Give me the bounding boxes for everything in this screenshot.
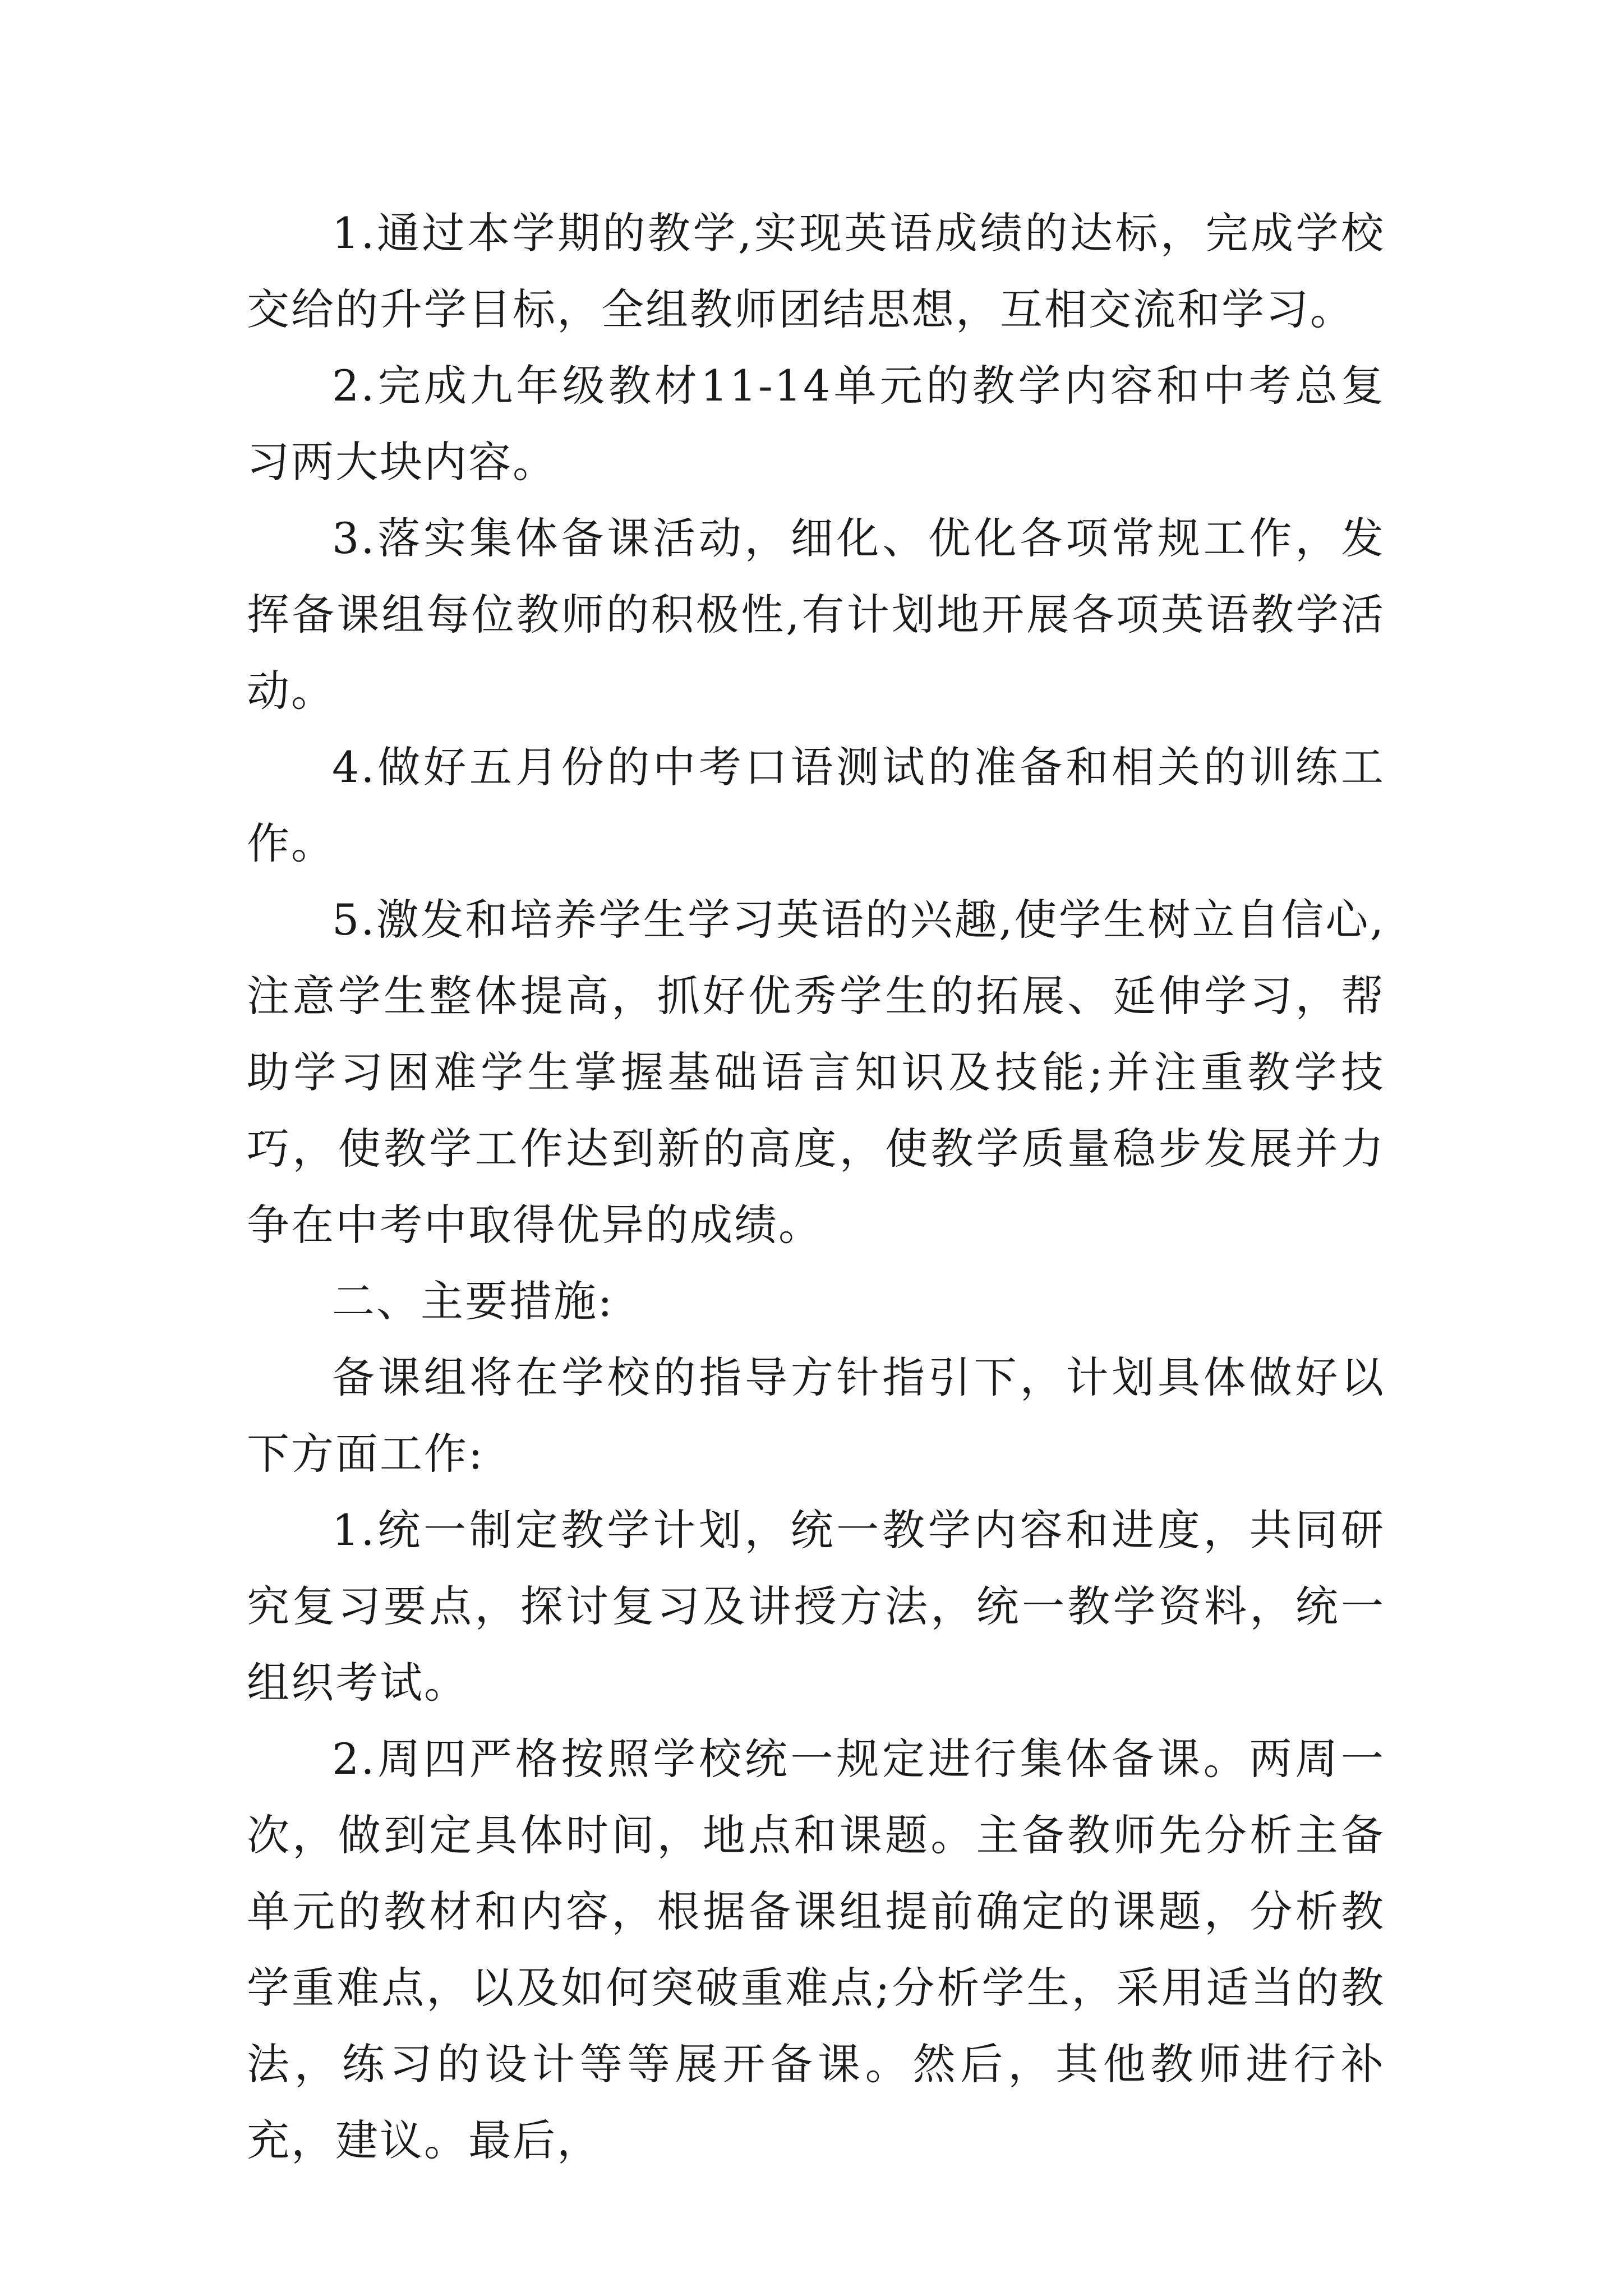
paragraph-goal-1: 1.通过本学期的教学,实现英语成绩的达标，完成学校交给的升学目标，全组教师团结思想，互相交流和学习。 — [247, 208, 1385, 334]
paragraph-goal-2: 2.完成九年级教材11-14单元的教学内容和中考总复习两大块内容。 — [247, 361, 1385, 487]
paragraph-measure-2: 2.周四严格按照学校统一规定进行集体备课。两周一次，做到定具体时间，地点和课题。主备教师先分析主备单元的教材和内容，根据备课组提前确定的课题，分析教学重难点，以及如何突破重难点;分析学生，采用适当的教法，练习的设计等等展开备课。然后，其他教师进行补充，建议。最后， — [247, 1734, 1385, 2165]
paragraph-goal-3: 3.落实集体备课活动，细化、优化各项常规工作，发挥备课组每位教师的积极性,有计划地开展各项英语教学活动。 — [247, 513, 1385, 716]
paragraph-measures-intro: 备课组将在学校的指导方针指引下，计划具体做好以下方面工作: — [247, 1352, 1385, 1479]
section-heading-measures: 二、主要措施: — [332, 1276, 614, 1326]
paragraph-measure-1: 1.统一制定教学计划，统一教学内容和进度，共同研究复习要点，探讨复习及讲授方法，统一教学资料，统一组织考试。 — [247, 1505, 1385, 1708]
paragraph-goal-5: 5.激发和培养学生学习英语的兴趣,使学生树立自信心,注意学生整体提高，抓好优秀学生的拓展、延伸学习，帮助学习困难学生掌握基础语言知识及技能;并注重教学技巧，使教学工作达到新的高度，使教学质量稳步发展并力争在中考中取得优异的成绩。 — [247, 895, 1385, 1250]
paragraph-goal-4: 4.做好五月份的中考口语测试的准备和相关的训练工作。 — [247, 742, 1385, 868]
document-body — [247, 195, 1385, 2179]
